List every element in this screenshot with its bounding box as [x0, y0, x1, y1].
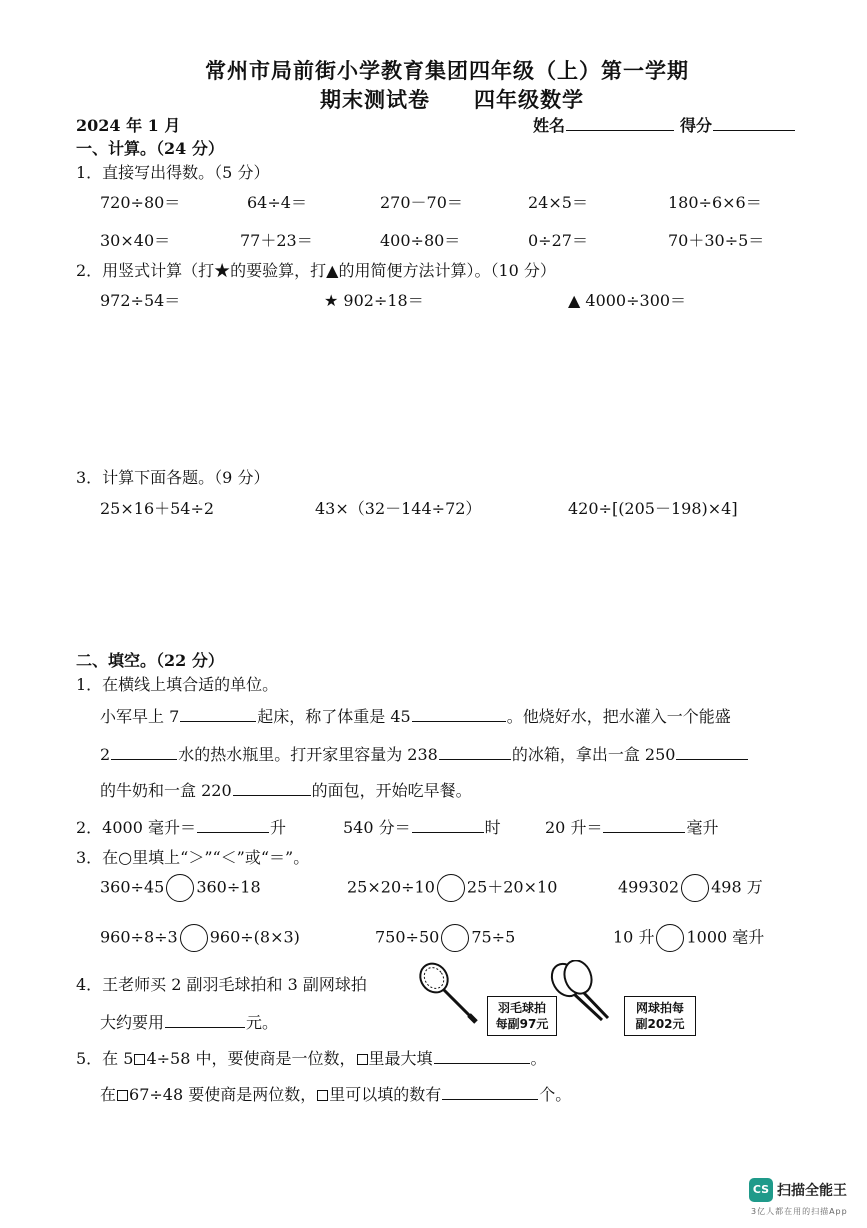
answer-blank[interactable]	[412, 816, 484, 833]
s2-q2-line: 2．4000 毫升＝ 升	[76, 818, 287, 837]
mental-math-item: 180÷6×6＝	[668, 193, 762, 212]
s2-q1-line-1: 小军早上 7 起床，称了体重是 45 。他烧好水，把水灌入一个能盛	[100, 707, 731, 726]
digit-box[interactable]	[134, 1054, 145, 1065]
s2-q5-line-2: 在 67÷48 要使商是两位数， 里可以填的数有 个。	[100, 1085, 572, 1104]
compare-circle[interactable]	[441, 924, 469, 952]
answer-blank[interactable]	[603, 816, 685, 833]
compare-circle[interactable]	[681, 874, 709, 902]
compare-circle[interactable]	[437, 874, 465, 902]
digit-box	[357, 1054, 368, 1065]
s2-q4-line-1: 4．王老师买 2 副羽毛球拍和 3 副网球拍	[76, 975, 367, 994]
s1-q2-label: 2．用竖式计算（打★的要验算，打▲的用简便方法计算）。（10 分）	[76, 261, 556, 280]
s2-q4-line-2: 大约要用 元。	[100, 1013, 279, 1032]
expression-item: 43×（32－144÷72）	[315, 499, 482, 518]
section-1-heading: 一、计算。（24 分）	[76, 139, 224, 158]
s2-q1-line-3: 的牛奶和一盒 220 的面包，开始吃早餐。	[100, 781, 472, 800]
digit-box[interactable]	[117, 1090, 128, 1101]
compare-item: 10 升 1000 毫升	[613, 924, 764, 952]
tennis-racket-icon	[546, 960, 618, 1026]
mental-math-item: 70＋30÷5＝	[668, 231, 765, 250]
tennis-price-sign: 网球拍每 副202元	[624, 996, 696, 1036]
s1-q3-label: 3．计算下面各题。（9 分）	[76, 468, 270, 487]
answer-blank[interactable]	[676, 743, 748, 760]
answer-blank[interactable]	[197, 816, 269, 833]
compare-circle[interactable]	[180, 924, 208, 952]
badminton-price-sign: 羽毛球拍 每副97元	[487, 996, 557, 1036]
compare-item: 360÷45 360÷18	[100, 874, 261, 902]
score-blank[interactable]	[713, 114, 795, 131]
s2-q1-label: 1．在横线上填合适的单位。	[76, 675, 279, 694]
s2-q5-line-1: 5．在 5 4÷58 中，要使商是一位数， 里最大填 。	[76, 1049, 547, 1068]
mental-math-item: 720÷80＝	[100, 193, 181, 212]
score-field[interactable]	[680, 113, 796, 136]
compare-circle[interactable]	[166, 874, 194, 902]
badminton-racket-icon	[414, 960, 486, 1026]
name-label: 姓名	[533, 116, 566, 135]
expression-item: 25×16＋54÷2	[100, 499, 215, 518]
name-field[interactable]	[533, 113, 675, 136]
s2-q3-label: 3．在○里填上“＞”“＜”或“＝”。	[76, 848, 310, 867]
mental-math-item: 400÷80＝	[380, 231, 461, 250]
camscanner-tagline: 3亿人都在用的扫描App	[751, 1207, 848, 1216]
compare-circle[interactable]	[656, 924, 684, 952]
s2-q1-line-2: 2 水的热水瓶里。打开家里容量为 238 的冰箱，拿出一盒 250	[100, 742, 749, 765]
vertical-calc-item: ▲ 4000÷300＝	[568, 291, 687, 310]
digit-box	[317, 1090, 328, 1101]
title-line-1: 常州市局前街小学教育集团四年级（上）第一学期	[205, 58, 689, 83]
name-blank[interactable]	[566, 114, 674, 131]
mental-math-item: 24×5＝	[528, 193, 588, 212]
mental-math-item: 30×40＝	[100, 231, 171, 250]
title-line-2: 期末测试卷 四年级数学	[320, 87, 584, 112]
s2-q2-line: 540 分＝ 时	[343, 818, 501, 837]
score-label: 得分	[680, 116, 713, 135]
expression-item: 420÷[(205－198)×4]	[568, 499, 738, 518]
answer-blank[interactable]	[439, 743, 511, 760]
mental-math-item: 77＋23＝	[240, 231, 313, 250]
section-2-heading: 二、填空。（22 分）	[76, 651, 224, 670]
answer-blank[interactable]	[165, 1011, 245, 1028]
s1-q1-label: 1．直接写出得数。（5 分）	[76, 163, 270, 182]
answer-blank[interactable]	[434, 1047, 530, 1064]
exam-date: 2024 年 1 月	[76, 116, 181, 135]
mental-math-item: 270－70＝	[380, 193, 463, 212]
answer-blank[interactable]	[442, 1083, 538, 1100]
answer-blank[interactable]	[180, 705, 256, 722]
compare-item: 499302 498 万	[618, 874, 763, 902]
vertical-calc-item: 972÷54＝	[100, 291, 181, 310]
answer-blank[interactable]	[412, 705, 506, 722]
answer-blank[interactable]	[233, 779, 311, 796]
compare-item: 960÷8÷3 960÷(8×3)	[100, 924, 300, 952]
vertical-calc-item: ★ 902÷18＝	[324, 291, 424, 310]
camscanner-app-name: 扫描全能王	[777, 1183, 847, 1199]
compare-item: 25×20÷10 25＋20×10	[347, 874, 557, 902]
compare-item: 750÷50 75÷5	[375, 924, 515, 952]
mental-math-item: 0÷27＝	[528, 231, 588, 250]
camscanner-logo-icon: CS	[749, 1178, 773, 1202]
answer-blank[interactable]	[111, 743, 177, 760]
s2-q2-line: 20 升＝ 毫升	[545, 818, 719, 837]
mental-math-item: 64÷4＝	[247, 193, 307, 212]
